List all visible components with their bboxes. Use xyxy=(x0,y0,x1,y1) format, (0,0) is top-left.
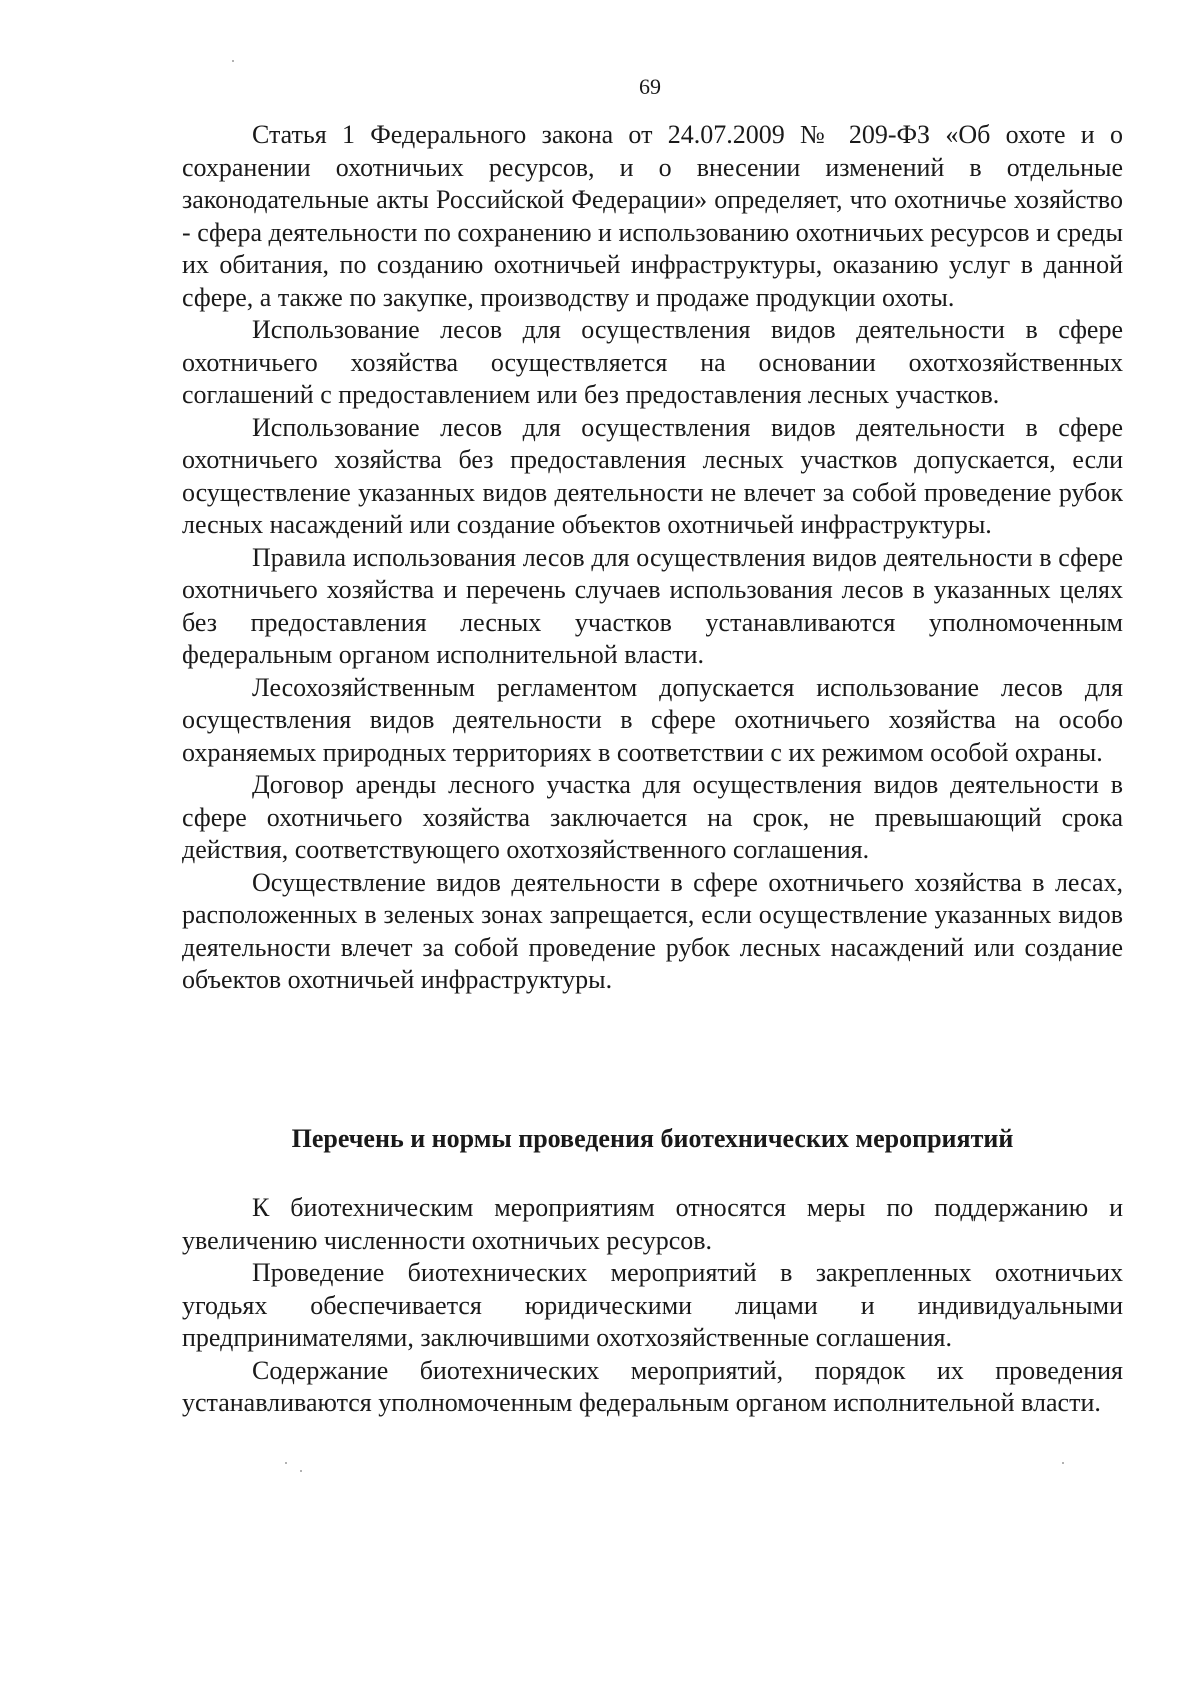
paragraph-protected-territories: Лесохозяйственным регламентом допускается использование лесов для осуществления видов деятельности в сфере охотничьего хозяйства на особо охраняемых природных территориях в соответствии с их режимом особой охраны. xyxy=(182,672,1123,767)
scan-speck xyxy=(232,60,234,62)
section-heading: Перечень и нормы проведения биотехнических мероприятий xyxy=(291,1124,1014,1153)
paragraph-lease-term: Договор аренды лесного участка для осуществления видов деятельности в сфере охотничьего хозяйства заключается на срок, не превышающий срока действия, соответствующего охотхозяйственного соглашения. xyxy=(182,770,1123,864)
paragraph-biotech-responsibility: Проведение биотехнических мероприятий в закрепленных охотничьих угодьях обеспечивается юридическими лицами и индивидуальными предпринимателями, заключившими охотхозяйственные соглашения. xyxy=(182,1258,1123,1352)
scan-speck xyxy=(300,1470,302,1472)
paragraph-hunting-law: Статья 1 Федерального закона от 24.07.2009 № 209-ФЗ «Об охоте и о сохранении охотничьих ресурсов, и о внесении изменений в отдельные законодательные акты Российской Федерации» определяет, что охотничье хозяйство - сфера деятельности по сохранению и использованию охотничьих ресурсов и среды их обитания, по созданию охотничьей инфраструктуры, оказанию услуг в данной сфере, а также по закупке, производству и продаже продукции охоты. xyxy=(182,120,1123,312)
paragraph-use-rules: Правила использования лесов для осуществления видов деятельности в сфере охотничьего хозяйства и перечень случаев использования лесов в указанных целях без предоставления лесных участков устанавливаются уполномоченным федеральным органом исполнительной власти. xyxy=(182,542,1123,669)
paragraph-forest-use-agreements: Использование лесов для осуществления видов деятельности в сфере охотничьего хозяйства осуществляется на основании охотхозяйственных соглашений с предоставлением или без предоставления лесных участков. xyxy=(182,315,1123,409)
scan-speck xyxy=(1062,1462,1064,1464)
paragraph-biotech-content: Содержание биотехнических мероприятий, порядок их проведения устанавливаются уполномоченным федеральным органом исполнительной власти. xyxy=(182,1355,1123,1417)
body-text-part2 xyxy=(182,1192,1123,1420)
paragraph-biotech-definition: К биотехническим мероприятиям относятся меры по поддержанию и увеличению численности охотничьих ресурсов. xyxy=(182,1193,1123,1255)
body-text-part1 xyxy=(182,119,1123,997)
scan-speck xyxy=(285,1462,287,1464)
page-number: 69 xyxy=(639,74,661,99)
paragraph-green-zones: Осуществление видов деятельности в сфере охотничьего хозяйства в лесах, расположенных в зеленых зонах запрещается, если осуществление указанных видов деятельности влечет за собой проведение рубок лесных насаждений или создание объектов охотничьей инфраструктуры. xyxy=(182,867,1123,994)
paragraph-use-without-plots: Использование лесов для осуществления видов деятельности в сфере охотничьего хозяйства без предоставления лесных участков допускается, если осуществление указанных видов деятельности не влечет за собой проведение рубок лесных насаждений или создание объектов охотничьей инфраструктуры. xyxy=(182,412,1123,539)
